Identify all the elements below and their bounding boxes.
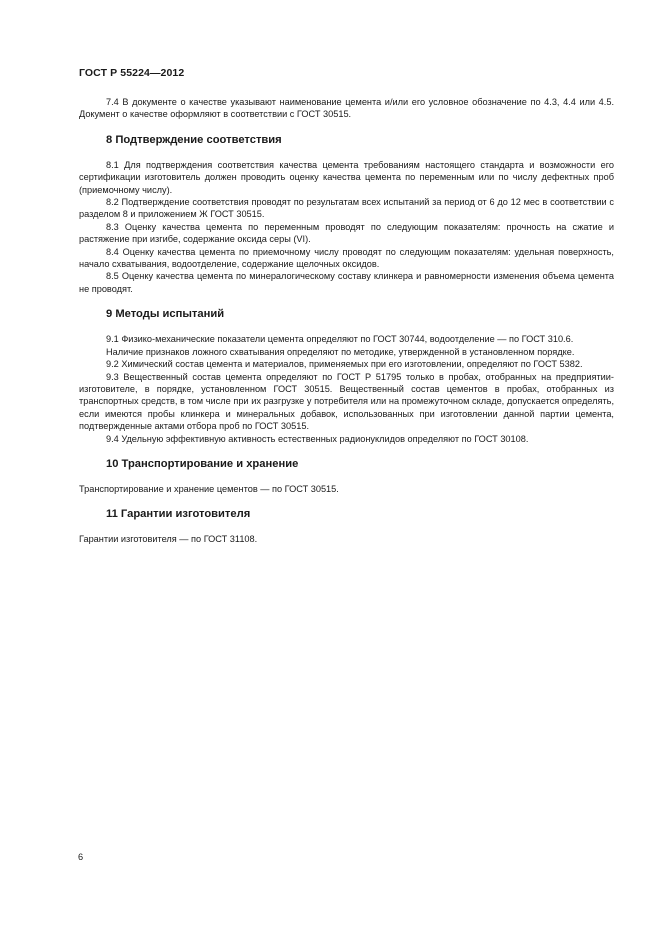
paragraph-8-3: 8.3 Оценку качества цемента по переменным проводят по следующим показателям: прочность на сжатие и растяжение при изгибе, содержание оксида серы (VI). bbox=[79, 221, 614, 245]
paragraph-11: Гарантии изготовителя — по ГОСТ 31108. bbox=[79, 534, 258, 545]
paragraph-9-4: 9.4 Удельную эффективную активность естественных радионуклидов определяют по ГОСТ 30108. bbox=[106, 433, 529, 444]
paragraph-9-1-note: Наличие признаков ложного схватывания определяют по методике, утвержденной в установленном порядке. bbox=[106, 346, 575, 357]
section-9-heading: 9 Методы испытаний bbox=[106, 308, 225, 321]
paragraph-8-2: 8.2 Подтверждение соответствия проводят по результатам всех испытаний за период от 6 до 12 мес в соответствии с разделом 8 и приложением Ж ГОСТ 30515. bbox=[79, 197, 614, 220]
paragraph-9-1: 9.1 Физико-механические показатели цемента определяют по ГОСТ 30744, водоотделение — по ГОСТ 310.6. bbox=[106, 334, 574, 345]
section-8-heading: 8 Подтверждение соответствия bbox=[106, 133, 282, 146]
paragraph-7-4: 7.4 В документе о качестве указывают наименование цемента и/или его условное обозначение по 4.3, 4.4 или 4.5. Документ о качестве оформляют в соответствии с ГОСТ 30515. bbox=[79, 97, 614, 120]
paragraph-8-4: 8.4 Оценку качества цемента по приемочному числу проводят по следующим показателям: удельная поверхность, начало схватывания, водоотделение, содержание щелочных оксидов. bbox=[79, 246, 614, 270]
section-10-heading: 10 Транспортирование и хранение bbox=[106, 457, 299, 470]
paragraph-9-2: 9.2 Химический состав цемента и материалов, применяемых при его изготовлении, определяют по ГОСТ 5382. bbox=[106, 359, 583, 370]
paragraph-9-3: 9.3 Вещественный состав цемента определяют по ГОСТ Р 51795 только в пробах, отобранных на предприятии-изготовителе, в порядке, установленном ГОСТ 30515. Вещественный состав цементов в пробах, отобранных из транспортных средств, в том числе при их разгрузке у потребителя или на промежуточном складе, допускается определять, если имеются пробы клинкера и минеральных добавок, использованных при изготовлении данной партии цемента, подтвержденные актами отбора проб по ГОСТ 30515. bbox=[79, 371, 614, 432]
document-body bbox=[79, 96, 614, 546]
section-11-heading: 11 Гарантии изготовителя bbox=[106, 508, 251, 521]
document-header: ГОСТ Р 55224—2012 bbox=[79, 67, 185, 79]
paragraph-10: Транспортирование и хранение цементов — по ГОСТ 30515. bbox=[79, 483, 339, 494]
page-number: 6 bbox=[78, 852, 84, 862]
paragraph-8-5: 8.5 Оценку качества цемента по минералогическому составу клинкера и равномерности изменения объема цемента не проводят. bbox=[79, 271, 614, 294]
paragraph-8-1: 8.1 Для подтверждения соответствия качества цемента требованиям настоящего стандарта и возможности его сертификации изготовитель должен проводить оценку качества цемента по переменным или по числу дефектных проб (приемочному числу). bbox=[79, 159, 614, 195]
